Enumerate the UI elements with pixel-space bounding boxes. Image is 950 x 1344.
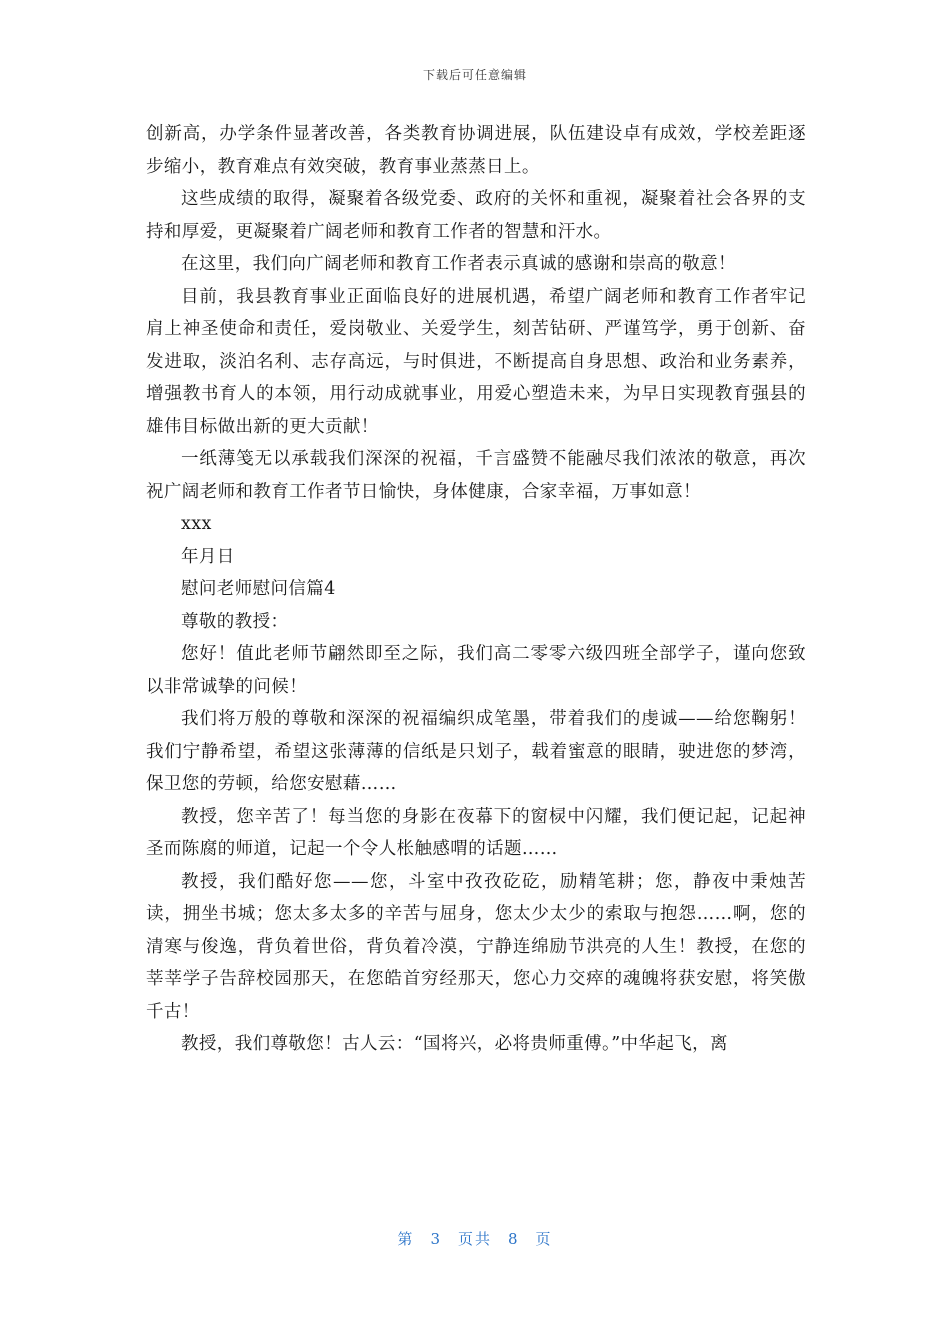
paragraph-1: 创新高，办学条件显著改善，各类教育协调进展，队伍建设卓有成效，学校差距逐步缩小，教育难点有效突破，教育事业蒸蒸日上。 [146,124,806,177]
paragraph-6: 您好！值此老师节翩然即至之际，我们高二零零六级四班全部学子，谨向您致以非常诚挚的问候！ [146,644,806,697]
paragraph-10: 教授，我们尊敬您！古人云：“国将兴，必将贵师重傅。”中华起飞，离 [181,1034,728,1054]
paragraph-7: 我们将万般的尊敬和深深的祝福编织成笔墨，带着我们的虔诚——给您鞠躬！我们宁静希望，希望这张薄薄的信纸是只划子，载着蜜意的眼睛，驶进您的梦湾，保卫您的劳顿，给您安慰藉…… [146,709,806,794]
paragraph-9: 教授，我们酷好您——您，斗室中孜孜矻矻，励精笔耕；您，静夜中秉烛苦读，拥坐书城；您太多太多的辛苦与屈身，您太少太少的索取与抱怨……啊，您的清寒与俊逸，背负着世俗，背负着冷漠，宁静连绵励节洪亮的人生！教授，在您的莘莘学子告辞校园那天，在您皓首穷经那天，您心力交瘁的魂魄将获安慰，将笑傲千古！ [146,871,806,1022]
signature-name: xxx [181,514,212,534]
paragraph-3: 在这里，我们向广阔老师和教育工作者表示真诚的感谢和崇高的敬意！ [181,254,736,274]
signature-date: 年月日 [181,546,235,567]
footer-page-number: 3 [430,1230,442,1248]
salutation: 尊敬的教授： [181,611,289,632]
paragraph-5: 一纸薄笺无以承载我们深深的祝福，千言盛赞不能融尽我们浓浓的敬意，再次祝广阔老师和教育工作者节日愉快，身体健康，合家幸福，万事如意！ [146,449,806,502]
footer-middle: 页共 [457,1230,492,1248]
paragraph-8: 教授，您辛苦了！每当您的身影在夜幕下的窗棂中闪耀，我们便记起，记起神圣而陈腐的师道，记起一个令人枨触感喟的话题…… [146,806,806,859]
paragraph-2: 这些成绩的取得，凝聚着各级党委、政府的关怀和重视，凝聚着社会各界的支持和厚爱，更凝聚着广阔老师和教育工作者的智慧和汗水。 [146,189,806,242]
paragraph-4: 目前，我县教育事业正面临良好的进展机遇，希望广阔老师和教育工作者牢记肩上神圣使命和责任，爱岗敬业、关爱学生，刻苦钻研、严谨笃学，勇于创新、奋发进取，淡泊名利、志存高远，与时俱进，不断提高自身思想、政治和业务素养，增强教书育人的本领，用行动成就事业，用爱心塑造未来，为早日实现教育强县的雄伟目标做出新的更大贡献！ [146,286,806,437]
footer-total-pages: 8 [508,1230,520,1248]
page-header: 下载后可任意编辑 [422,68,527,82]
page-footer [0,1228,950,1249]
footer-prefix: 第 [397,1230,415,1248]
footer-suffix: 页 [535,1230,553,1248]
section-title: 慰问老师慰问信篇4 [181,579,336,599]
document-body [146,118,806,1061]
